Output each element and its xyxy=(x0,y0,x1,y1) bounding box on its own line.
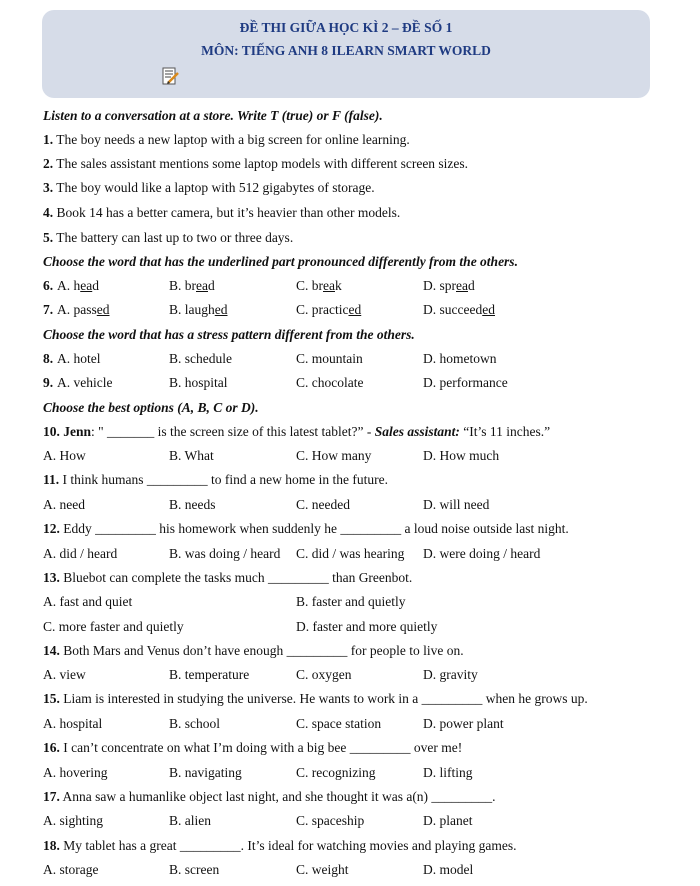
section-best-options-instruction: Choose the best options (A, B, C or D). xyxy=(43,400,259,415)
option-c: C. did / was hearing xyxy=(296,546,405,561)
listening-item: 4. Book 14 has a better camera, but it’s heavier than other models. xyxy=(43,205,401,220)
question-10-options xyxy=(43,446,643,466)
option-d: D. faster and more quietly xyxy=(296,619,438,634)
option-b: B. needs xyxy=(169,497,216,512)
option-c: C. needed xyxy=(296,497,350,512)
option-a: A. hospital xyxy=(43,716,103,731)
question-16-options xyxy=(43,763,643,783)
document-edit-icon xyxy=(162,66,180,86)
option-a: A. head xyxy=(57,278,99,293)
question-13-options-cd xyxy=(43,617,643,637)
option-d: D. were doing / heard xyxy=(423,546,541,561)
option-a: A. passed xyxy=(57,302,110,317)
option-b: B. school xyxy=(169,716,221,731)
question-13-options-ab xyxy=(43,592,643,612)
question-18-options xyxy=(43,860,643,880)
listening-item: 1. The boy needs a new laptop with a big screen for online learning. xyxy=(43,132,410,147)
option-d: D. model xyxy=(423,862,474,877)
option-c: C. more faster and quietly xyxy=(43,619,184,634)
option-b: B. navigating xyxy=(169,765,242,780)
option-b: B. was doing / heard xyxy=(169,546,281,561)
option-c: C. spaceship xyxy=(296,813,365,828)
option-d: D. lifting xyxy=(423,765,473,780)
question-11-stem: 11. I think humans _________ to find a new home in the future. xyxy=(43,472,388,487)
question-13-stem: 13. Bluebot can complete the tasks much _________ than Greenbot. xyxy=(43,570,413,585)
question-16-stem: 16. I can’t concentrate on what I’m doing with a big bee _________ over me! xyxy=(43,740,463,755)
question-15-stem: 15. Liam is interested in studying the universe. He wants to work in a _________ when he grows up. xyxy=(43,691,588,706)
option-b: B. bread xyxy=(169,278,215,293)
question-17-stem: 17. Anna saw a humanlike object last night, and she thought it was a(n) _________. xyxy=(43,789,496,804)
question-15-options xyxy=(43,714,643,734)
listening-item: 3. The boy would like a laptop with 512 gigabytes of storage. xyxy=(43,180,375,195)
option-c: C. oxygen xyxy=(296,667,352,682)
question-7: 7. A. passed B. laughed C. practiced D. succeeded xyxy=(43,300,643,320)
option-b: B. temperature xyxy=(169,667,250,682)
question-11-options xyxy=(43,495,643,515)
option-b: B. screen xyxy=(169,862,220,877)
section-listening-instruction: Listen to a conversation at a store. Write T (true) or F (false). xyxy=(43,108,383,123)
option-c: C. How many xyxy=(296,448,372,463)
option-c: C. chocolate xyxy=(296,375,364,390)
exam-header xyxy=(42,10,650,98)
listening-item: 5. The battery can last up to two or three days. xyxy=(43,230,294,245)
question-14-stem: 14. Both Mars and Venus don’t have enough _________ for people to live on. xyxy=(43,643,464,658)
option-d: D. How much xyxy=(423,448,500,463)
option-a: A. view xyxy=(43,667,86,682)
option-a: A. did / heard xyxy=(43,546,118,561)
listening-item: 2. The sales assistant mentions some laptop models with different screen sizes. xyxy=(43,156,469,171)
option-c: C. practiced xyxy=(296,302,362,317)
option-a: A. hotel xyxy=(57,351,101,366)
option-a: A. storage xyxy=(43,862,99,877)
option-d: D. will need xyxy=(423,497,490,512)
option-d: D. power plant xyxy=(423,716,504,731)
option-c: C. weight xyxy=(296,862,349,877)
question-8: 8. A. hotel B. schedule C. mountain D. hometown xyxy=(43,349,643,369)
question-17-options xyxy=(43,811,643,831)
option-a: A. need xyxy=(43,497,85,512)
option-d: D. succeeded xyxy=(423,302,495,317)
option-c: C. break xyxy=(296,278,342,293)
option-a: A. vehicle xyxy=(57,375,113,390)
question-18-stem: 18. My tablet has a great _________. It’s ideal for watching movies and playing games. xyxy=(43,838,517,853)
question-14-options xyxy=(43,665,643,685)
option-d: D. spread xyxy=(423,278,475,293)
question-12-stem: 12. Eddy _________ his homework when suddenly he _________ a loud noise outside last night. xyxy=(43,521,569,536)
option-c: C. recognizing xyxy=(296,765,376,780)
option-a: A. hovering xyxy=(43,765,108,780)
section-stress-instruction: Choose the word that has a stress pattern different from the others. xyxy=(43,327,415,342)
option-d: D. planet xyxy=(423,813,473,828)
option-c: C. mountain xyxy=(296,351,363,366)
option-b: B. hospital xyxy=(169,375,228,390)
option-b: B. alien xyxy=(169,813,211,828)
option-a: A. How xyxy=(43,448,86,463)
exam-title: ĐỀ THI GIỮA HỌC KÌ 2 – ĐỀ SỐ 1 xyxy=(239,20,453,35)
exam-subtitle: MÔN: TIẾNG ANH 8 ILEARN SMART WORLD xyxy=(201,43,491,58)
question-6: 6. A. head B. bread C. break D. spread xyxy=(43,276,643,296)
option-b: B. schedule xyxy=(169,351,232,366)
option-c: C. space station xyxy=(296,716,382,731)
option-d: D. performance xyxy=(423,375,508,390)
option-b: B. What xyxy=(169,448,214,463)
option-d: D. hometown xyxy=(423,351,497,366)
section-pronunciation-instruction: Choose the word that has the underlined part pronounced differently from the others. xyxy=(43,254,518,269)
question-10-stem: 10. Jenn: " _______ is the screen size of this latest tablet?” - Sales assistant: “It’s 11 inches.” xyxy=(43,424,551,439)
question-12-options xyxy=(43,544,663,564)
option-a: A. fast and quiet xyxy=(43,594,133,609)
option-b: B. faster and quietly xyxy=(296,594,406,609)
option-b: B. laughed xyxy=(169,302,228,317)
option-a: A. sighting xyxy=(43,813,104,828)
question-9: 9. A. vehicle B. hospital C. chocolate D. performance xyxy=(43,373,643,393)
option-d: D. gravity xyxy=(423,667,478,682)
